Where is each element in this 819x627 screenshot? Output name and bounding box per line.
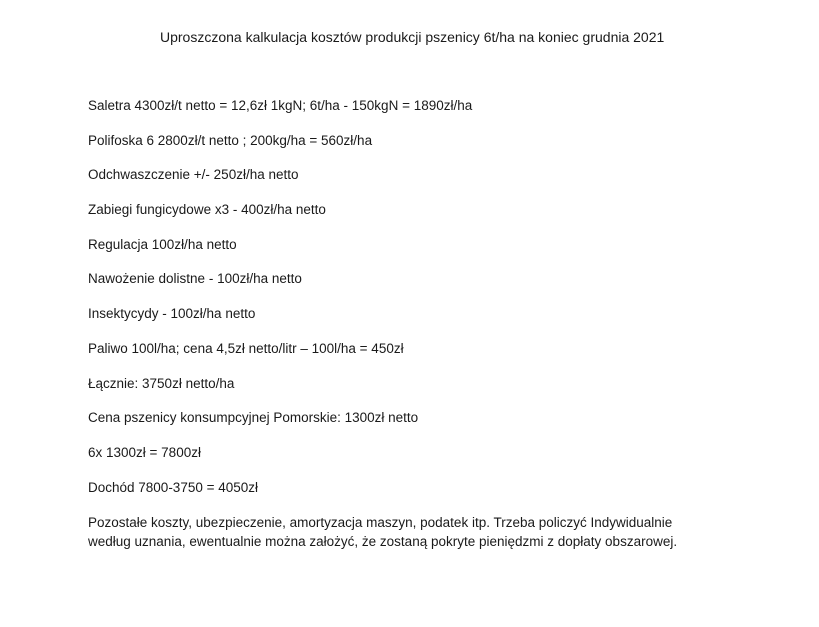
line-regulacja: Regulacja 100zł/ha netto	[88, 236, 237, 252]
line-przychod: 6x 1300zł = 7800zł	[88, 444, 201, 460]
line-paliwo: Paliwo 100l/ha; cena 4,5zł netto/litr – 100l/ha = 450zł	[88, 340, 404, 356]
line-cena-pszenicy: Cena pszenicy konsumpcyjnej Pomorskie: 1300zł netto	[88, 410, 419, 426]
line-fungicydy: Zabiegi fungicydowe x3 - 400zł/ha netto	[88, 202, 326, 218]
line-insektycydy: Insektycydy - 100zł/ha netto	[88, 306, 256, 322]
line-odchwaszczenie: Odchwaszczenie +/- 250zł/ha netto	[88, 167, 299, 183]
line-saletra: Saletra 4300zł/t netto = 12,6zł 1kgN; 6t/ha - 150kgN = 1890zł/ha	[88, 98, 473, 113]
document-title: Uproszczona kalkulacja kosztów produkcji pszenicy 6t/ha na koniec grudnia 2021	[160, 29, 665, 45]
footer-note-line-1: Pozostałe koszty, ubezpieczenie, amortyzacja maszyn, podatek itp. Trzeba policzyć Indywidualnie	[88, 515, 673, 530]
cost-lines	[88, 97, 788, 509]
footer-note-line-2: według uznania, ewentualnie można założyć, że zostaną pokryte pieniędzmi z dopłaty obszarowej.	[88, 534, 678, 549]
line-lacznie: Łącznie: 3750zł netto/ha	[88, 375, 235, 391]
line-dochod: Dochód 7800-3750 = 4050zł	[88, 479, 259, 493]
line-polifoska: Polifoska 6 2800zł/t netto ; 200kg/ha = 560zł/ha	[88, 132, 373, 148]
line-nawozenie-dolistne: Nawożenie dolistne - 100zł/ha netto	[88, 271, 302, 287]
footer-note	[88, 513, 788, 551]
